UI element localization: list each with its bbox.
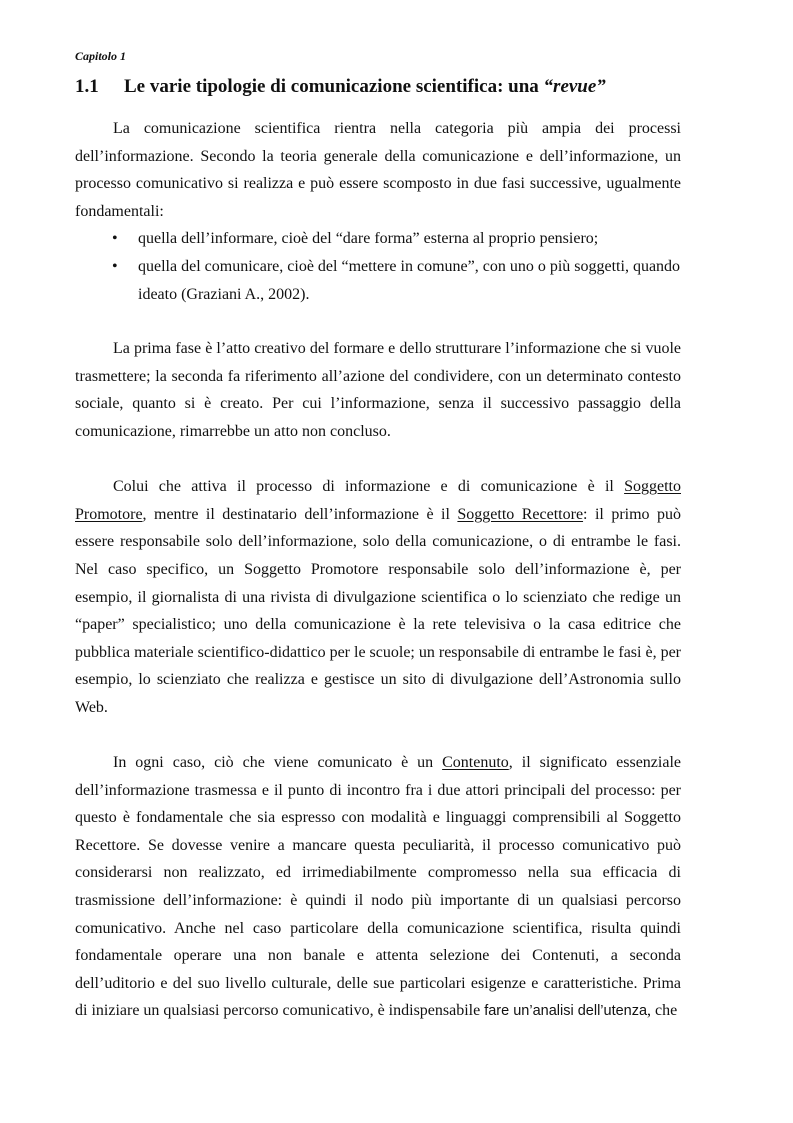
paragraph-1: La comunicazione scientifica rientra nella categoria più ampia dei processi dell’informazione. Secondo la teoria generale della comunicazione e dell’informazione, un processo comunicativo si realizza e può essere scomposto in due fasi successive, ugualmente fondamentali: — [75, 120, 681, 220]
paragraph-3 — [75, 473, 681, 721]
paragraph-3-text: , mentre il destinatario dell’informazione è il — [142, 505, 458, 523]
list-item: • quella dell’informare, cioè del “dare forma” esterna al proprio pensiero; — [75, 225, 681, 253]
paragraph-4 — [75, 749, 681, 1026]
paragraph-3-text: Colui che attiva il processo di informazione e di comunicazione è il — [113, 478, 625, 496]
section-title-italic: “revue” — [543, 76, 606, 97]
term-contenuto: Contenuto — [442, 754, 509, 772]
bullet-list — [75, 225, 681, 308]
section-title — [75, 76, 715, 98]
paragraph-4-text: , il significato essenziale dell’informazione trasmessa e il punto di incontro fra i due attori principali del processo: per questo è fondamentale che sia espresso con modalità e linguaggi comprensibili al Soggetto Recettore. Se dovesse venire a mancare questa peculiarità, il processo comunicativo può considerarsi non realizzato, ed irrimediabilmente compromesso nella sua efficacia di trasmissione dell’informazione: è quindi il nodo più importante di un qualsiasi percorso comunicativo. Anche nel caso particolare della comunicazione scientifica, risulta quindi fondamentale operare una non banale e attenta selezione dei Contenuti, a seconda dell’uditorio e del suo livello culturale, delle sue particolari esigenze e caratteristiche. Prima di iniziare un qualsiasi percorso comunicativo, è indispensabile — [75, 754, 682, 1020]
section-title-text: Le varie tipologie di comunicazione scientifica: una — [124, 76, 544, 97]
paragraph-2: La prima fase è l’atto creativo del formare e dello strutturare l’informazione che si vuole trasmettere; la seconda fa riferimento all’azione del condividere, con un determinato contesto sociale, quanto si è creato. Per cui l’informazione, senza il successivo passaggio della comunicazione, rimarrebbe un atto non concluso. — [75, 340, 681, 440]
list-item: • quella del comunicare, cioè del “mettere in comune”, con uno o più soggetti, quando ideato (Graziani A., 2002). — [75, 253, 681, 308]
paragraph-3-text: : il primo può essere responsabile solo dell’informazione, solo della comunicazione, o di entrambe le fasi. Nel caso specifico, un Soggetto Promotore responsabile solo dell’informazione è, per esempio, il giornalista di una rivista di divulgazione scientifica o lo scienziato che redige un “paper” specialistico; uno della comunicazione è la rete televisiva o la casa editrice che pubblica materiale scientifico-didattico per le scuole; un responsabile di entrambe le fasi è, per esempio, lo scienziato che realizza e gestisce un sito di divulgazione dell’Astronomia sullo Web. — [75, 505, 682, 716]
term-soggetto-promotore: Soggetto Promotore — [75, 478, 681, 523]
paragraph-4-text: , che — [647, 1002, 678, 1020]
body-text — [75, 115, 681, 1026]
term-soggetto-recettore: Soggetto Recettore — [457, 505, 584, 523]
running-head: Capitolo 1 — [75, 49, 127, 63]
section-number: 1.1 — [75, 76, 99, 97]
phrase-analisi-utenza: fare un’analisi dell’utenza — [484, 1003, 648, 1020]
paragraph-4-text: In ogni caso, ciò che viene comunicato è un — [113, 754, 443, 772]
